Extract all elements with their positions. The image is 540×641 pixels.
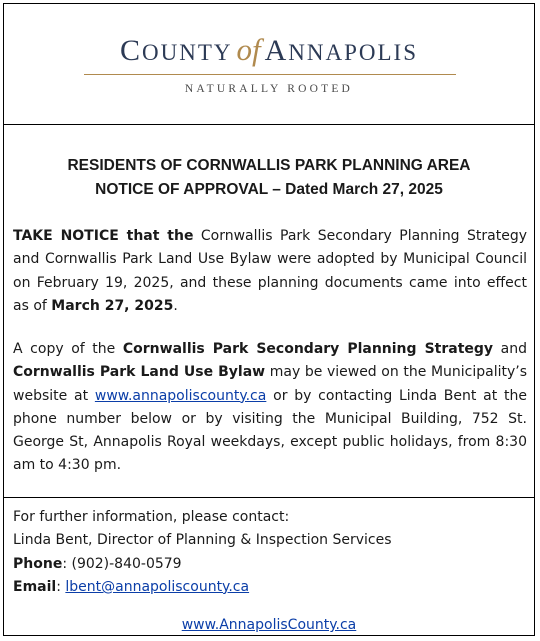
contact-email: Email: lbent@annapoliscounty.ca bbox=[13, 578, 250, 595]
contact-intro: For further information, please contact: bbox=[13, 509, 290, 525]
notice-frame bbox=[3, 3, 535, 636]
title-line-1: RESIDENTS OF CORNWALLIS PARK PLANNING AREA bbox=[67, 157, 471, 174]
notice-paragraph-1: TAKE NOTICE that the Cornwallis Park Secondary Planning Strategy and Cornwallis Park Land Use Bylaw were adopted by Municipal Council on February 19, 2025, and these planning documents came into effect as of March 27, 2025. bbox=[13, 228, 527, 314]
county-logo-wordmark: COUNTY of ANNAPOLIS bbox=[119, 32, 419, 67]
notice-title bbox=[4, 154, 534, 202]
section-divider bbox=[4, 497, 534, 498]
footer-website-link[interactable]: www.AnnapolisCounty.ca bbox=[181, 617, 357, 633]
logo-divider-rule bbox=[84, 74, 456, 75]
logo-tagline: NATURALLY ROOTED bbox=[184, 83, 354, 95]
contact-block bbox=[13, 506, 528, 599]
email-link[interactable]: lbent@annapoliscounty.ca bbox=[65, 578, 250, 595]
contact-phone: Phone: (902)-840-0579 bbox=[13, 555, 182, 572]
footer bbox=[4, 617, 534, 633]
contact-name: Linda Bent, Director of Planning & Inspection Services bbox=[13, 532, 392, 549]
title-line-2: NOTICE OF APPROVAL – Dated March 27, 2025 bbox=[95, 181, 443, 198]
website-link[interactable]: www.annapoliscounty.ca bbox=[94, 387, 267, 404]
notice-paragraph-2: A copy of the Cornwallis Park Secondary Planning Strategy and Cornwallis Park Land Use Bylaw may be viewed on the Municipality’s website at www.annapoliscounty.ca or by contacting Linda Bent at the phone number below or by visiting the Municipal Building, 752 St. George St, Annapolis Royal weekdays, except public holidays, from 8:30 am to 4:30 pm. bbox=[13, 341, 528, 474]
logo-header bbox=[4, 4, 534, 125]
